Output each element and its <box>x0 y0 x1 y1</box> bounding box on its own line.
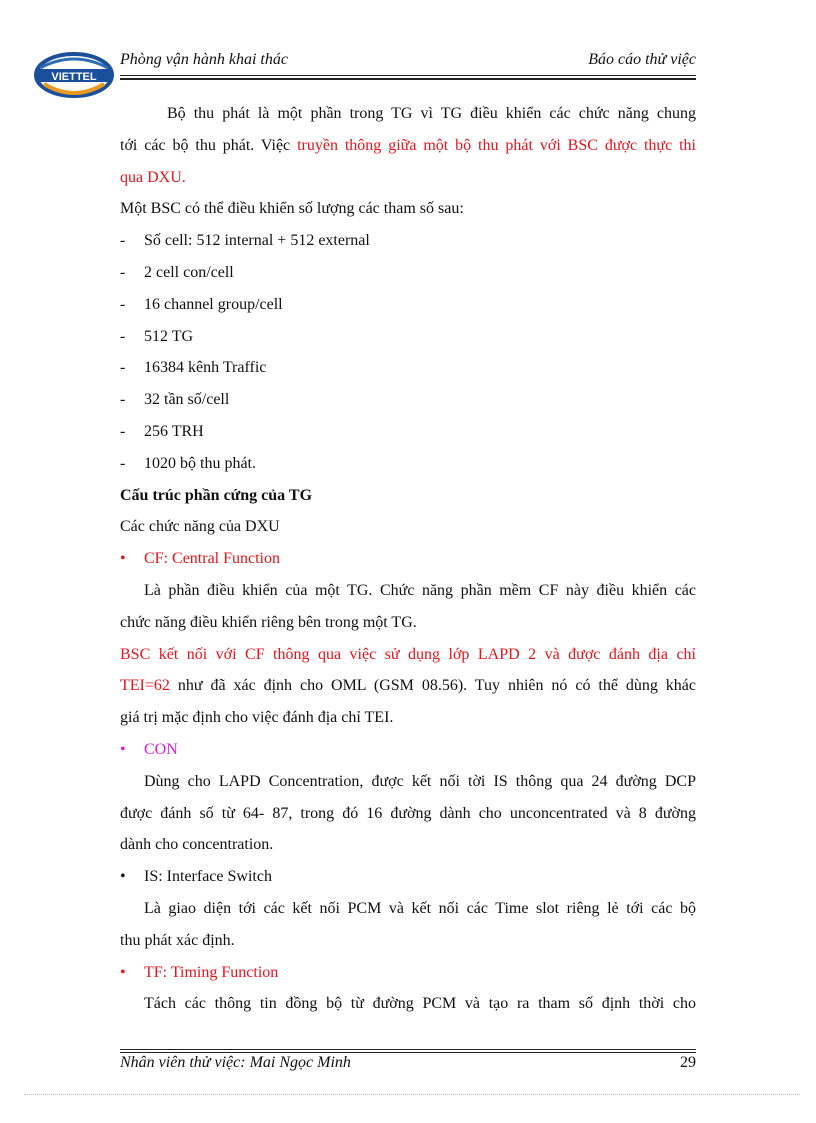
paragraph: Là giao diện tới các kết nối PCM và kết nối các Time slot riêng lẻ tới các bộ <box>144 899 696 917</box>
bullet-item: • TF: Timing Function <box>120 957 696 989</box>
highlighted-paragraph: BSC kết nối với CF thông qua việc sử dụng lớp LAPD 2 và được đánh địa chỉ <box>120 645 696 663</box>
page-separator <box>24 1094 800 1095</box>
list-item: - 256 TRH <box>120 422 204 440</box>
paragraph: Bộ thu phát là một phần trong TG vì TG điều khiển các chức năng chung <box>167 105 696 122</box>
highlighted-text: TEI=62 <box>120 677 170 695</box>
footer-rule <box>120 1052 696 1053</box>
footer-rule <box>120 1049 696 1050</box>
list-item: - 1020 bộ thu phát. <box>120 454 256 472</box>
paragraph: Một BSC có thể điều khiển số lượng các tham số sau: <box>120 200 464 218</box>
page-number: 29 <box>680 1054 696 1071</box>
paragraph: giá trị mặc định cho việc đánh địa chỉ TEI. <box>120 709 394 727</box>
paragraph: tới các bộ thu phát. Việc truyền thông giữa một bộ thu phát với BSC được thực thi <box>120 136 696 154</box>
paragraph <box>120 162 696 194</box>
bullet-icon: • <box>120 963 126 981</box>
paragraph: Các chức năng của DXU <box>120 518 280 536</box>
header-rule-thick <box>120 78 696 80</box>
page-body <box>120 98 696 1020</box>
paragraph: TEI=62 như đã xác định cho OML (GSM 08.56). Tuy nhiên nó có thể dùng khác <box>120 677 696 695</box>
list-item: - Số cell: 512 internal + 512 external <box>120 232 370 250</box>
viettel-logo <box>32 50 116 100</box>
header-report-title: Báo cáo thử việc <box>588 51 696 68</box>
bullet-item: • CF: Central Function <box>120 543 696 575</box>
header-department: Phòng vận hành khai thác <box>120 51 288 68</box>
bullet-item: • IS: Interface Switch <box>120 861 696 893</box>
paragraph: Tách các thông tin đồng bộ từ đường PCM và tạo ra tham số định thời cho <box>144 995 696 1013</box>
bullet-item: • CON <box>120 734 696 766</box>
bullet-icon: • <box>120 868 126 886</box>
list-item: - 32 tần số/cell <box>120 391 230 409</box>
highlighted-text: truyền thông giữa một bộ thu phát với BSC được thực thi <box>297 136 696 154</box>
list-item: - 2 cell con/cell <box>120 263 234 281</box>
footer-author: Nhân viên thử việc: Mai Ngọc Minh <box>120 1054 351 1071</box>
list-item: - 16384 kênh Traffic <box>120 359 267 377</box>
paragraph: Dùng cho LAPD Concentration, được kết nối tời IS thông qua 24 đường DCP <box>144 772 696 790</box>
logo-text: VIETTEL <box>51 71 97 83</box>
paragraph: Là phần điều khiển của một TG. Chức năng phần mềm CF này điều khiển các <box>144 581 696 599</box>
paragraph: được đánh số từ 64- 87, trong đó 16 đường dành cho unconcentrated và 8 đường <box>120 804 696 822</box>
bullet-icon: • <box>120 550 126 568</box>
list-item: - 512 TG <box>120 327 194 345</box>
highlighted-text: qua DXU. <box>120 168 186 186</box>
paragraph: chức năng điều khiển riêng bên trong một TG. <box>120 613 417 631</box>
page-header <box>120 51 696 75</box>
header-rule <box>120 75 696 76</box>
paragraph: thu phát xác định. <box>120 931 235 949</box>
bullet-icon: • <box>120 740 126 758</box>
page-footer <box>120 1054 696 1076</box>
paragraph: dành cho concentration. <box>120 836 274 854</box>
list-item: - 16 channel group/cell <box>120 295 283 313</box>
section-heading: Cấu trúc phần cứng của TG <box>120 486 313 504</box>
